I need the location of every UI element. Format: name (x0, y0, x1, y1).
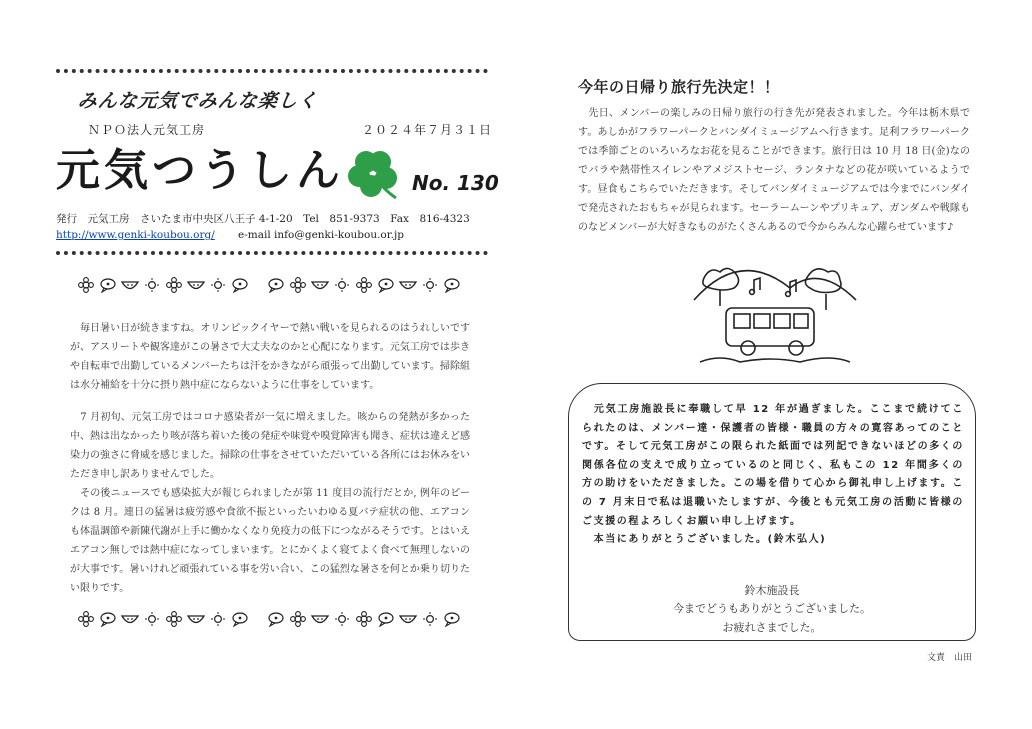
top-dotted-rule (56, 69, 488, 73)
issue-date: ２０２４年７月３１日 (362, 123, 493, 137)
bubble-doodle-icon (98, 611, 118, 627)
flower-doodle-icon (164, 277, 184, 293)
watermelon-doodle-icon (120, 611, 140, 627)
publisher-address: 発行 元気工房 さいたま市中央区八王子 4-1-20 Tel 851-9373 Fax 816-4323 (56, 213, 470, 225)
trip-headline: 今年の日帰り旅行先決定！！ (578, 78, 780, 96)
trip-announcement: 先日、メンバーの楽しみの日帰り旅行の行き先が発表されました。今年は栃木県です。あしかがフラワーパークとバンダイミュージアムへ行きます。足利フラワーパークでは季節ごとのいろいろなお花を見ることができます。旅行日は 10 月 18 日(金)なのでバラや熱帯性スイレンやアメジストセージ、ランタナなどの花が咲いているようです。昼食もこちらでいただきます。そしてバンダイミュージアムでは今までにバンダイで発売されたおもちゃが見られます。セーラームーンやプリキュア、ガンダムや戦隊ものなどメンバーが大好きなものがたくさんあるので今からみんな心躍らせています♪ (578, 108, 970, 233)
bubble-doodle-icon (442, 277, 462, 293)
flower-doodle-icon (288, 277, 308, 293)
farewell-thanks: 本当にありがとうございました。(鈴木弘人) (582, 534, 827, 546)
flower-doodle-icon (164, 611, 184, 627)
bubble-doodle-icon (266, 611, 286, 627)
watermelon-doodle-icon (310, 611, 330, 627)
sun-doodle-icon (208, 277, 228, 293)
editor-credit: 文責 山田 (926, 653, 972, 663)
heat-advice-paragraph: その後ニュースでも感染拡大が報じられましたが第 11 度目の流行だとか, 例年のピークは 8 月。連日の猛暑は疲労感や食欲不振といったいわゆる夏バテ症状の他、エアコンも体温調節や新陳代謝が上手に働かなくなり免疫力の低下につながるそうです。とはいえエアコン無しでは熱中症になってしまいます。とにかくよく寝てよく食べて無理しないのが大事です。暑いけれど頑張れている事を労い合い、この猛烈な暑さを何とか乗り切りたい限りです。 (70, 488, 470, 594)
covid-paragraph: 7 月初旬、元気工房ではコロナ感染者が一気に増えました。咳からの発熱が多かった中、熱は出なかったり咳が落ち着いた後の発症や味覚や嗅覚障害も聞き、症状は違えど感染力の強さに脅威を感じました。掃除の仕事をさせていただいている各所にはお休みをいただき申し訳ありませんでした。 (70, 412, 470, 480)
publisher-label: ＮＰＯ法人元気工房 (88, 123, 206, 137)
watermelon-doodle-icon (310, 277, 330, 293)
newsletter-title: 元気つうしん (56, 145, 344, 196)
watermelon-doodle-icon (398, 277, 418, 293)
sun-doodle-icon (420, 611, 440, 627)
signature-line-2: お疲れさまでした。 (722, 621, 822, 634)
bubble-doodle-icon (266, 277, 286, 293)
flower-doodle-icon (354, 611, 374, 627)
decorative-border-top (76, 277, 462, 293)
summer-heat-paragraph: 毎日暑い日が続きますね。オリンピックイヤーで熱い戦いを見られるのはうれしいですが、アスリートや観客達がこの暑さで大丈夫なのかと心配になります。元気工房では歩きや自転車で出勤しているメンバーたちは汗をかきながら頑張って出勤しています。掃除組は水分補給を十分に摂り熱中症にならないように仕事をしています。 (70, 323, 470, 391)
sun-doodle-icon (332, 611, 352, 627)
catchphrase: みんな元気でみんな楽しく (76, 90, 320, 112)
sun-doodle-icon (208, 611, 228, 627)
bubble-doodle-icon (230, 277, 250, 293)
watermelon-doodle-icon (186, 611, 206, 627)
bubble-doodle-icon (376, 277, 396, 293)
watermelon-doodle-icon (186, 277, 206, 293)
bubble-doodle-icon (376, 611, 396, 627)
website-link[interactable]: http://www.genki-koubou.org/ (56, 229, 215, 241)
flower-doodle-icon (76, 277, 96, 293)
sun-doodle-icon (142, 611, 162, 627)
bubble-doodle-icon (442, 611, 462, 627)
header-dotted-rule (56, 251, 488, 255)
email-address: e-mail info@genki-koubou.or.jp (238, 229, 404, 241)
bubble-doodle-icon (98, 277, 118, 293)
flower-doodle-icon (76, 611, 96, 627)
signature-line-1: 今までどうもありがとうございました。 (673, 602, 871, 615)
flower-doodle-icon (354, 277, 374, 293)
watermelon-doodle-icon (398, 611, 418, 627)
sun-doodle-icon (420, 277, 440, 293)
farewell-message (582, 401, 964, 550)
farewell-message-body: 元気工房施設長に奉職して早 12 年が過ぎました。ここまで続けてこられたのは、メンバー達・保護者の皆様・職員の方々の寛容あってのことです。そして元気工房がこの限られた紙面では列記できないほどの多くの関係各位の支えで成り立っているのと同じく、私もこの 12 年間多くの方の助けをいただきました。この場を借りて心から御礼申し上げます。この 7 月末日で私は退職いたしますが、今後とも元気工房の活動に皆様のご支援の程よろしくお願い申し上げます。 (582, 404, 965, 527)
sun-doodle-icon (142, 277, 162, 293)
watermelon-doodle-icon (120, 277, 140, 293)
decorative-border-bottom (76, 611, 462, 627)
clover-icon (344, 146, 402, 200)
bubble-doodle-icon (230, 611, 250, 627)
flower-doodle-icon (288, 611, 308, 627)
issue-number: No. 130 (412, 171, 499, 195)
sun-doodle-icon (332, 277, 352, 293)
signature-title: 鈴木施設長 (744, 584, 800, 597)
bus-illustration (690, 254, 860, 372)
